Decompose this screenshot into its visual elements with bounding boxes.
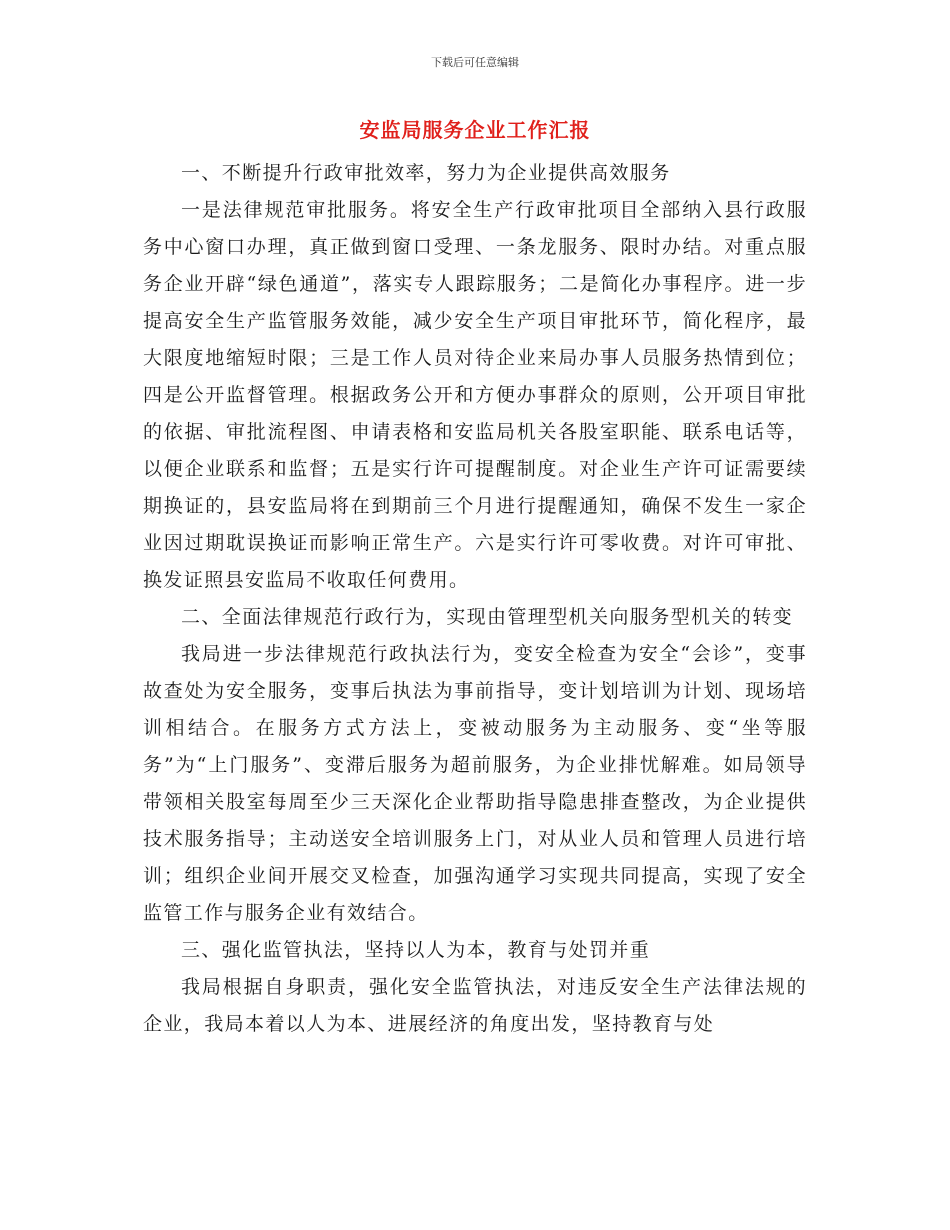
document-body [143,155,807,1043]
section-heading-2: 二、全面法律规范行政行为，实现由管理型机关向服务型机关的转变 [181,606,794,628]
document-title: 安监局服务企业工作汇报 [359,118,591,142]
section-heading-3: 三、强化监管执法，坚持以人为本，教育与处罚并重 [181,939,651,961]
paragraph: 我局进一步法律规范行政执法行为，变安全检查为安全“会诊”，变事故查处为安全服务，变事后执法为事前指导，变计划培训为计划、现场培训相结合。在服务方式方法上，变被动服务为主动服务、变“坐等服务”为“上门服务”、变滞后服务为超前服务，为企业排忧解难。如局领导带领相关股室每周至少三天深化企业帮助指导隐患排查整改，为企业提供技术服务指导；主动送安全培训服务上门，对从业人员和管理人员进行培训；组织企业间开展交叉检查，加强沟通学习实现共同提高，实现了安全监管工作与服务企业有效结合。 [143,643,807,924]
header-note: 下载后可任意编辑 [431,56,519,69]
section-heading-1: 一、不断提升行政审批效率，努力为企业提供高效服务 [181,162,671,184]
paragraph: 我局根据自身职责，强化安全监管执法，对违反安全生产法律法规的企业，我局本着以人为本、进展经济的角度出发，坚持教育与处 [143,976,807,1035]
paragraph: 一是法律规范审批服务。将安全生产行政审批项目全部纳入县行政服务中心窗口办理，真正做到窗口受理、一条龙服务、限时办结。对重点服务企业开辟“绿色通道”，落实专人跟踪服务；二是简化办事程序。进一步提高安全生产监管服务效能，减少安全生产项目审批环节，简化程序，最大限度地缩短时限；三是工作人员对待企业来局办事人员服务热情到位；四是公开监督管理。根据政务公开和方便办事群众的原则，公开项目审批的依据、审批流程图、申请表格和安监局机关各股室职能、联系电话等，以便企业联系和监督；五是实行许可提醒制度。对企业生产许可证需要续期换证的，县安监局将在到期前三个月进行提醒通知，确保不发生一家企业因过期耽误换证而影响正常生产。六是实行许可零收费。对许可审批、换发证照县安监局不收取任何费用。 [143,199,807,591]
